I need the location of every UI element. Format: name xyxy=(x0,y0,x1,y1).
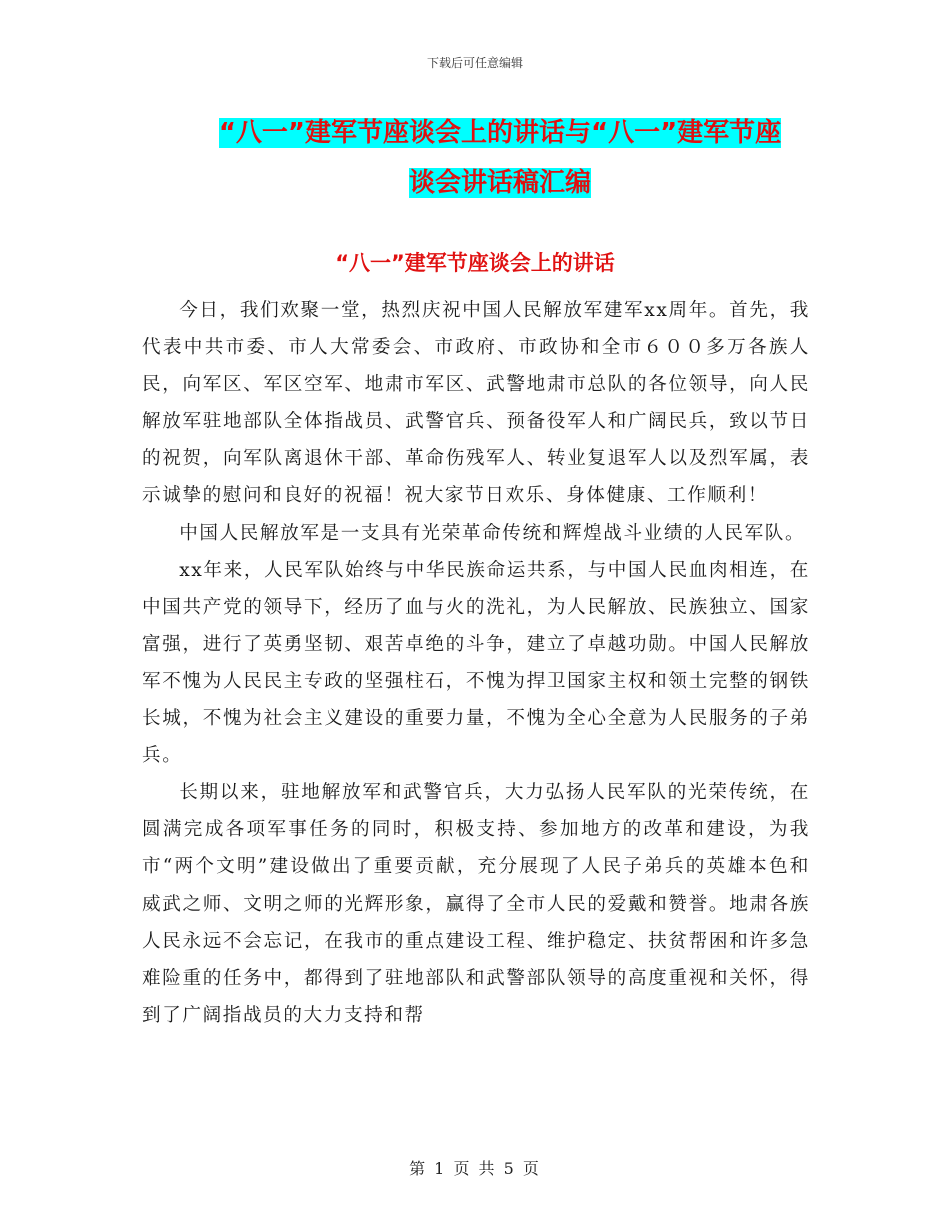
paragraph: xx年来，人民军队始终与中华民族命运共系，与中国人民血肉相连，在中国共产党的领导下，经历了血与火的洗礼，为人民解放、民族独立、国家富强，进行了英勇坚韧、艰苦卓绝的斗争，建立了卓越功勋。中国人民解放军不愧为人民民主专政的坚强柱石，不愧为捍卫国家主权和领土完整的钢铁长城，不愧为社会主义建设的重要力量，不愧为全心全意为人民服务的子弟兵。 xyxy=(142,559,810,767)
title-line-2: 谈会讲话稿汇编 xyxy=(408,168,591,198)
page-header: 下载后可任意编辑 xyxy=(426,56,523,70)
page-footer: 第 1 页 共 5 页 xyxy=(409,1159,541,1178)
paragraph: 长期以来，驻地解放军和武警官兵，大力弘扬人民军队的光荣传统，在圆满完成各项军事任务的同时，积极支持、参加地方的改革和建设，为我市“两个文明”建设做出了重要贡献，充分展现了人民子弟兵的英雄本色和威武之师、文明之师的光辉形象，赢得了全市人民的爱戴和赞誉。地肃各族人民永远不会忘记，在我市的重点建设工程、维护稳定、扶贫帮困和许多急难险重的任务中，都得到了驻地部队和武警部队领导的高度重视和关怀，得到了广阔指战员的大力支持和帮 xyxy=(142,782,810,1026)
paragraph: 今日，我们欢聚一堂，热烈庆祝中国人民解放军建军xx周年。首先，我代表中共市委、市人大常委会、市政府、市政协和全市６００多万各族人民，向军区、军区空军、地肃市军区、武警地肃市总队的各位领导，向人民解放军驻地部队全体指战员、武警官兵、预备役军人和广阔民兵，致以节日的祝贺，向军队离退休干部、革命伤残军人、转业复退军人以及烈军属，表示诚挚的慰问和良好的祝福！祝大家节日欢乐、身体健康、工作顺利！ xyxy=(142,300,810,507)
paragraph: 中国人民解放军是一支具有光荣革命传统和辉煌战斗业绩的人民军队。 xyxy=(179,522,806,544)
section-title: “八一”建军节座谈会上的讲话 xyxy=(335,251,615,275)
body-text xyxy=(142,292,810,1034)
title-line-1: “八一”建军节座谈会上的讲话与“八一”建军节座 xyxy=(218,118,782,148)
document-title xyxy=(195,108,805,208)
